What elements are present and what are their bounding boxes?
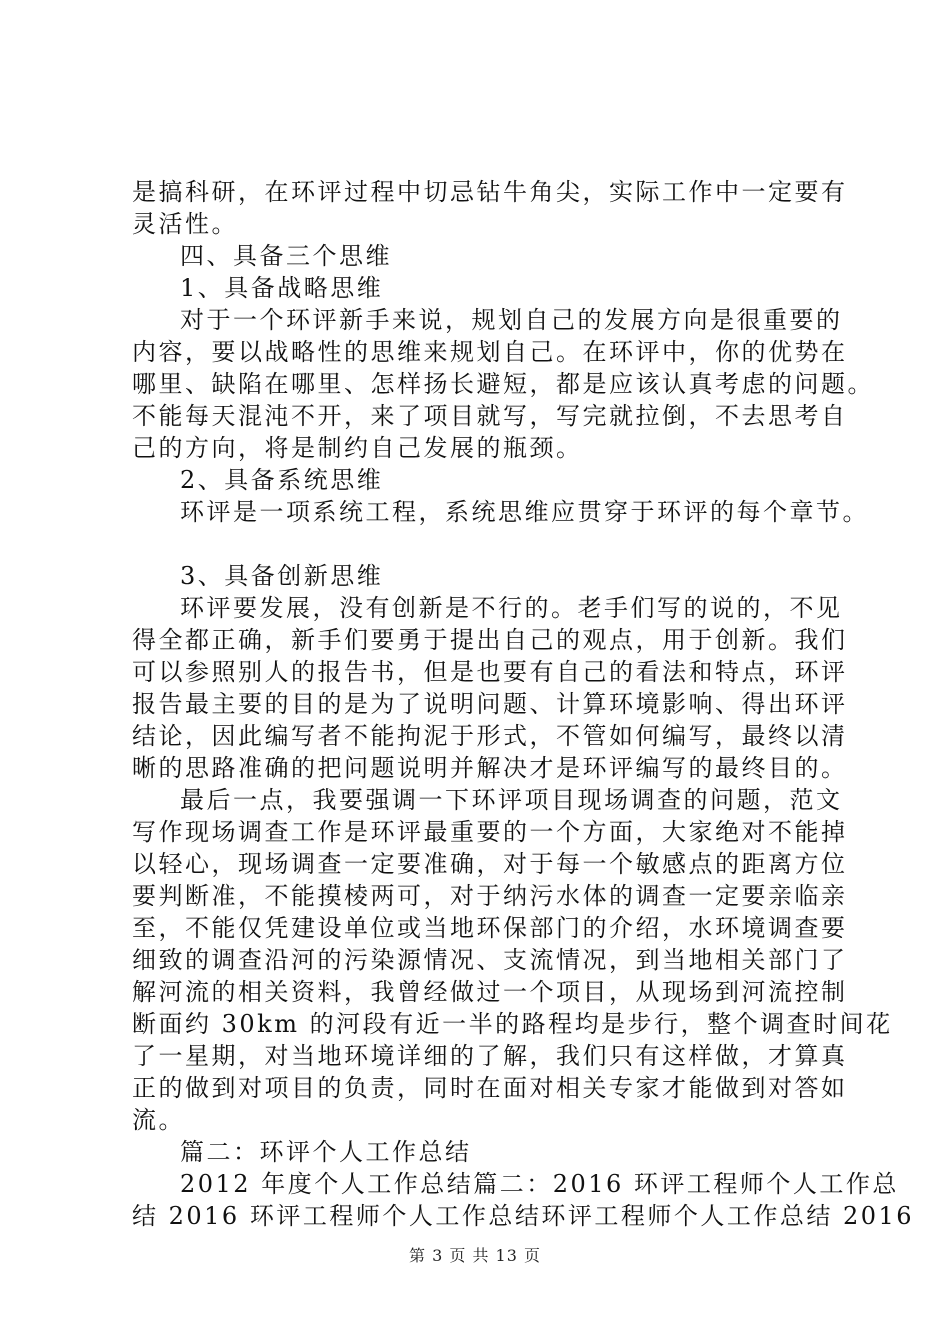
text-line: 以轻心，现场调查一定要准确，对于每一个敏感点的距离方位 [132, 850, 848, 878]
text-line: 是搞科研，在环评过程中切忌钻牛角尖，实际工作中一定要有 [132, 178, 848, 206]
text-line: 灵活性。 [132, 210, 238, 238]
subsection-heading: 2、具备系统思维 [180, 466, 384, 494]
text-line: 不能每天混沌不开，来了项目就写，写完就拉倒，不去思考自 [132, 402, 848, 430]
text-line: 了一星期，对当地环境详细的了解，我们只有这样做，才算真 [132, 1042, 848, 1070]
section-heading: 四、具备三个思维 [180, 242, 392, 270]
text-line: 环评是一项系统工程，系统思维应贯穿于环评的每个章节。 [180, 498, 869, 526]
subsection-heading: 3、具备创新思维 [180, 562, 384, 590]
text-line: 要判断准，不能摸棱两可，对于纳污水体的调查一定要亲临亲 [132, 882, 848, 910]
text-line: 正的做到对项目的负责，同时在面对相关专家才能做到对答如 [132, 1074, 848, 1102]
text-line: 结论，因此编写者不能拘泥于形式，不管如何编写，最终以清 [132, 722, 848, 750]
text-line: 己的方向，将是制约自己发展的瓶颈。 [132, 434, 583, 462]
text-line: 断面约 30km 的河段有近一半的路程均是步行，整个调查时间花 [132, 1010, 893, 1038]
text-line: 解河流的相关资料，我曾经做过一个项目，从现场到河流控制 [132, 978, 848, 1006]
text-line: 内容，要以战略性的思维来规划自己。在环评中，你的优势在 [132, 338, 848, 366]
text-line: 得全都正确，新手们要勇于提出自己的观点，用于创新。我们 [132, 626, 848, 654]
subsection-heading: 1、具备战略思维 [180, 274, 384, 302]
text-line: 报告最主要的目的是为了说明问题、计算环境影响、得出环评 [132, 690, 848, 718]
text-line: 结 2016 环评工程师个人工作总结环评工程师个人工作总结 2016 [132, 1202, 915, 1230]
text-line: 写作现场调查工作是环评最重要的一个方面，大家绝对不能掉 [132, 818, 848, 846]
section-heading: 篇二：环评个人工作总结 [180, 1138, 472, 1166]
text-line: 流。 [132, 1106, 185, 1134]
text-line: 哪里、缺陷在哪里、怎样扬长避短，都是应该认真考虑的问题。 [132, 370, 874, 398]
document-body [132, 176, 915, 1232]
text-line: 晰的思路准确的把问题说明并解决才是环评编写的最终目的。 [132, 754, 848, 782]
text-line: 细致的调查沿河的污染源情况、支流情况，到当地相关部门了 [132, 946, 848, 974]
blank-line [132, 528, 838, 560]
text-line: 至，不能仅凭建设单位或当地环保部门的介绍，水环境调查要 [132, 914, 848, 942]
text-line: 环评要发展，没有创新是不行的。老手们写的说的，不见 [180, 594, 843, 622]
page-footer: 第 3 页 共 13 页 [409, 1246, 541, 1265]
text-line: 对于一个环评新手来说，规划自己的发展方向是很重要的 [180, 306, 843, 334]
text-line: 2012 年度个人工作总结篇二：2016 环评工程师个人工作总 [180, 1170, 899, 1198]
text-line: 可以参照别人的报告书，但是也要有自己的看法和特点，环评 [132, 658, 848, 686]
text-line: 最后一点，我要强调一下环评项目现场调查的问题，范文 [180, 786, 843, 814]
